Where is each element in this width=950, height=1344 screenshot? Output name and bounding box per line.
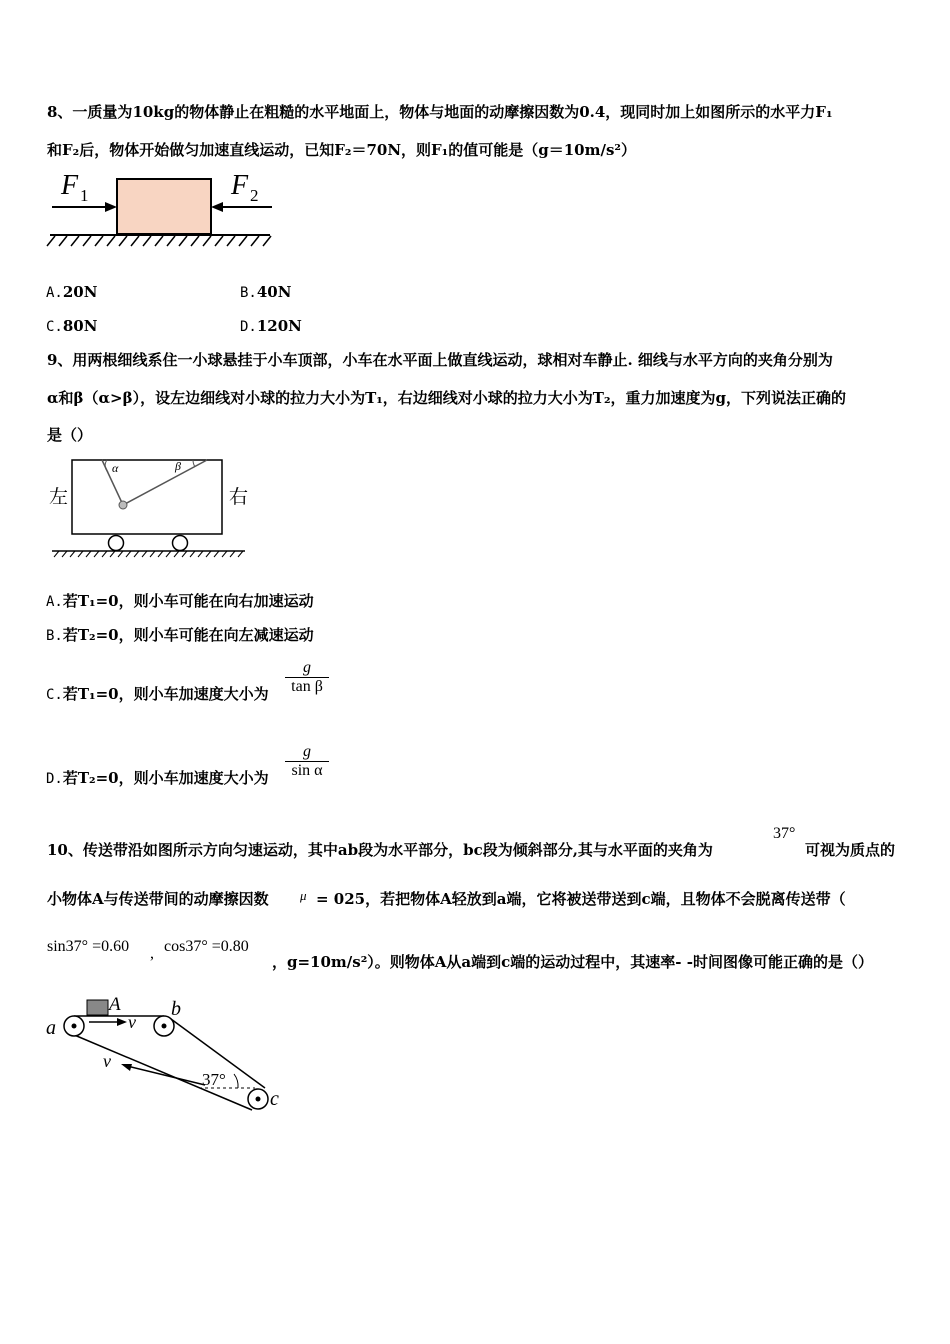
option-text: 80N <box>62 317 98 335</box>
q10-angle-37: 37° <box>773 825 796 842</box>
option-label: B. <box>46 628 63 644</box>
q10-text-line1: 10、传送带沿如图所示方向匀速运动，其中ab段为水平部分，bc段为倾斜部分,其与水平面的夹角为 <box>47 841 713 859</box>
option-label: A. <box>46 285 63 301</box>
q9-option-c <box>46 684 269 705</box>
option-text: 若T₂=0，则小车可能在向左减速运动 <box>62 626 314 644</box>
q10-text-line3-end: ，g=10m/s²）。则物体A从a端到c端的运动过程中，其速率- -时间图像可能正确的是（） <box>272 953 873 971</box>
q9-option-d-fraction <box>285 743 329 780</box>
point-c-label: c <box>270 1088 279 1110</box>
velocity-v-return-label: v <box>103 1051 111 1071</box>
option-label: B. <box>240 285 257 301</box>
option-text: 20N <box>62 283 98 301</box>
f2-label: F <box>231 170 249 201</box>
q9-option-a <box>46 591 314 612</box>
object-a-label: A <box>109 994 121 1015</box>
q10-text-line1-end: 可视为质点的 <box>805 841 896 859</box>
option-text: 若T₁=0，则小车可能在向右加速运动 <box>62 592 314 610</box>
fraction-denominator: tan β <box>291 678 323 695</box>
angle-37-label: 37° <box>202 1070 226 1089</box>
beta-label: β <box>175 459 181 473</box>
alpha-label: α <box>112 461 119 475</box>
q8-option-b <box>240 282 291 303</box>
q9-option-b <box>46 625 314 646</box>
q10-text-line2-end: = 025，若把物体A轻放到a端，它将被送带送到c端，且物体不会脱离传送带（ <box>316 890 846 908</box>
q8-text-line1: 8、一质量为10kg的物体静止在粗糙的水平地面上，物体与地面的动摩擦因数为0.4，现同时加上如图所示的水平力F₁ <box>47 103 833 121</box>
q9-text-line2: α和β（α>β），设左边细线对小球的拉力大小为T₁，右边细线对小球的拉力大小为T₂，重力加速度为g，下列说法正确的 <box>47 389 847 407</box>
sin-value: sin37° =0.60 <box>47 938 130 955</box>
right-label: 右 <box>229 486 249 508</box>
option-label: D. <box>240 319 257 335</box>
q10-conveyor-diagram <box>45 995 290 1115</box>
q9-option-c-fraction <box>285 659 329 696</box>
fraction-denominator: sin α <box>291 762 323 779</box>
option-text: 若T₂=0，则小车加速度大小为 <box>62 769 269 787</box>
q9-option-d <box>46 768 269 789</box>
option-text: 40N <box>256 283 292 301</box>
comma: , <box>150 945 154 962</box>
fraction-numerator: g <box>285 659 329 678</box>
q10-text-line2: 小物体A与传送带间的动摩擦因数 <box>47 890 269 908</box>
f1-subscript: 1 <box>80 186 89 205</box>
option-label: D. <box>46 771 63 787</box>
f1-label: F <box>61 170 79 201</box>
option-text: 若T₁=0，则小车加速度大小为 <box>62 685 269 703</box>
f2-subscript: 2 <box>250 186 259 205</box>
q8-option-a <box>46 282 97 303</box>
option-label: C. <box>46 687 63 703</box>
option-label: C. <box>46 319 63 335</box>
q8-text-line2: 和F₂后，物体开始做匀加速直线运动，已知F₂＝70N，则F₁的值可能是（g＝10m/s²） <box>47 141 636 159</box>
mu-symbol: μ <box>300 888 307 903</box>
option-text: 120N <box>256 317 302 335</box>
cos-value: cos37° =0.80 <box>164 938 249 955</box>
q9-text-line1: 9、用两根细线系住一小球悬挂于小车顶部，小车在水平面上做直线运动，球相对车静止. 细线与水平方向的夹角分别为 <box>47 351 833 369</box>
q8-option-c <box>46 316 97 337</box>
q9-cart-diagram <box>47 455 257 560</box>
point-b-label: b <box>171 998 181 1020</box>
fraction-numerator: g <box>285 743 329 762</box>
q8-force-diagram <box>47 168 277 248</box>
left-label: 左 <box>49 486 69 508</box>
q9-text-line3: 是（） <box>47 426 93 444</box>
velocity-v-label: v <box>128 1012 136 1032</box>
point-a-label: a <box>46 1017 56 1039</box>
q8-option-d <box>240 316 302 337</box>
option-label: A. <box>46 594 63 610</box>
